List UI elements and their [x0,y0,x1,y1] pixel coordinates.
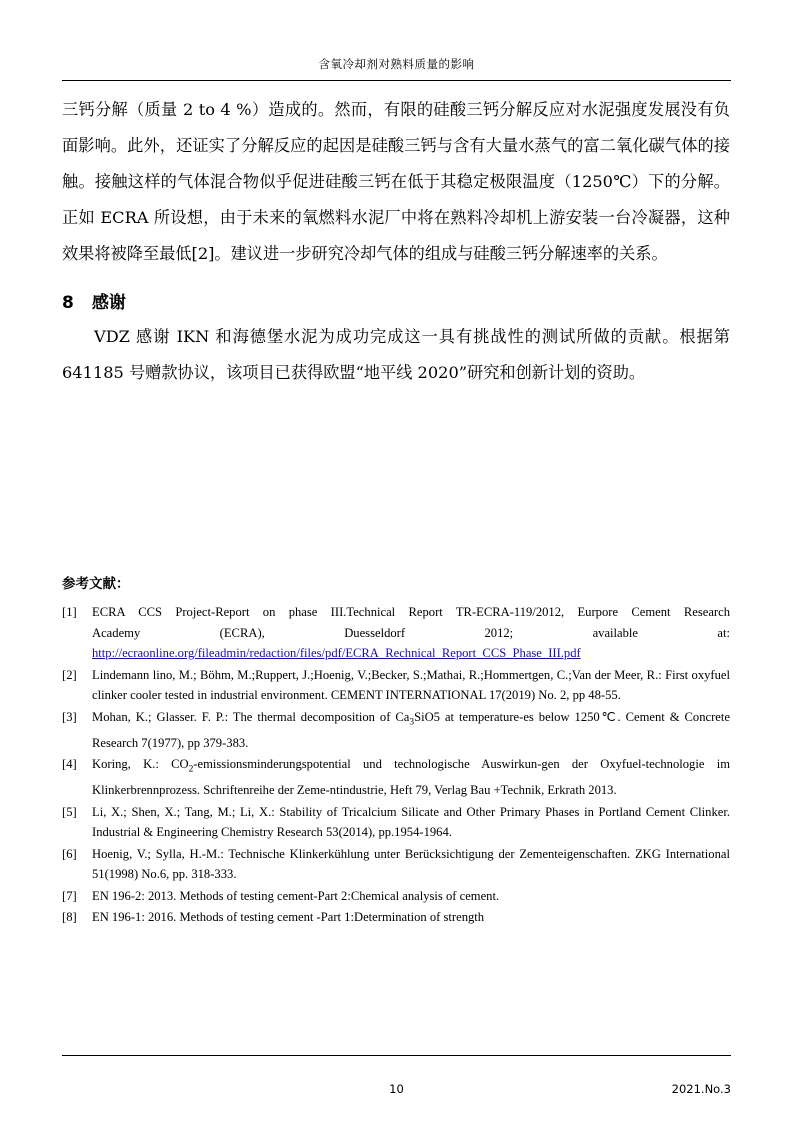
reference-text-post: -emissionsminderungspotential und technologische Auswirkun-gen der Oxyfuel-technologie im Klinkerbrennprozess. Schriftenreihe der Zeme-ntindustrie, Heft 79, Verlag Bau +Technik, Erkrath 2013. [92,757,730,798]
running-header: 含氧冷却剂对熟料质量的影响 [318,57,475,71]
reference-token: at: [717,625,731,640]
reference-text [92,754,730,801]
reference-item [62,907,730,928]
reference-number: [7] [62,888,77,903]
reference-number: [6] [62,846,77,861]
reference-number: [1] [62,605,77,619]
reference-number: [8] [62,910,77,925]
reference-text-pre: Koring, K.: CO [92,757,189,772]
reference-text: Hoenig, V.; Sylla, H.-M.: Technische Klinkerkühlung unter Berücksichtigung der Zementeigenschaften. ZKG International 51(1998) No.6, pp. 318-333. [92,846,730,882]
reference-item [62,602,730,664]
reference-token: available [592,625,639,640]
reference-text: Li, X.; Shen, X.; Tang, M.; Li, X.: Stability of Tricalcium Silicate and Other Primary Phases in Portland Cement Clinker. Industrial & Engineering Chemistry Research 53(2014), pp.1954-1964. [92,804,730,840]
reference-token: 2012; [484,625,514,640]
paragraph-continuation: 三钙分解（质量 2 to 4 %）造成的。然而，有限的硅酸三钙分解反应对水泥强度发展没有负面影响。此外，还证实了分解反应的起因是硅酸三钙与含有大量水蒸气的富二氧化碳气体的接触。接触这样的气体混合物似乎促进硅酸三钙在低于其稳定极限温度（1250℃）下的分解。正如 ECRA 所设想，由于未来的氧燃料水泥厂中将在熟料冷却机上游安装一台冷凝器，这种效果将被降至最低[2]。建议进一步研究冷却气体的组成与硅酸三钙分解速率的关系。 [62,100,730,263]
document-body [62,92,730,393]
reference-text [92,707,730,754]
reference-item [62,844,730,885]
reference-item [62,707,730,754]
footer-divider [62,1055,731,1056]
reference-item [62,754,730,801]
reference-subscript: 3 [409,717,415,728]
reference-line-2 [92,623,730,644]
reference-number: [3] [62,709,77,724]
section-number: 8 [62,293,74,313]
reference-text [92,602,730,664]
reference-line-1: ECRA CCS Project-Report on phase III.Technical Report TR-ECRA-119/2012, Eurpore Cement Research [92,605,730,619]
reference-item [62,886,730,907]
reference-number: [2] [62,667,77,682]
acknowledgement-paragraph: VDZ 感谢 IKN 和海德堡水泥为成功完成这一具有挑战性的测试所做的贡献。根据第 641185 号赠款协议，该项目已获得欧盟“地平线 2020”研究和创新计划的资助。 [62,327,730,382]
reference-item [62,802,730,843]
reference-text: Lindemann lino, M.; Böhm, M.;Ruppert, J.;Hoenig, V.;Becker, S.;Mathai, R.;Hommertgen, C.;Van der Meer, R.: First oxyfuel clinker cooler tested in industrial environment. CEMENT INTERNATIONAL 17(2019) No. 2, pp 48-55. [92,667,730,702]
reference-token: Academy [92,625,141,640]
section-heading [62,288,730,313]
reference-token: (ECRA), [219,625,265,640]
reference-text: EN 196-2: 2013. Methods of testing cement-Part 2:Chemical analysis of cement. [92,888,500,903]
reference-number: [4] [62,757,77,772]
reference-item [62,665,730,706]
reference-text: EN 196-1: 2016. Methods of testing cement -Part 1:Determination of strength [92,910,485,925]
references-title: 参考文献： [62,576,130,592]
reference-link[interactable]: http://ecraonline.org/fileadmin/redaction/files/pdf/ECRA_Rechnical_Report_CCS_Phase_III.pdf [92,646,581,660]
page-number: 10 [389,1082,404,1096]
section-title-text: 感谢 [91,293,126,313]
reference-token: Duesseldorf [344,625,406,640]
reference-text-post: SiO5 at temperature-es below 1250℃. Cement & Concrete Research 7(1977), pp 379-383. [92,709,730,750]
header-divider [62,80,731,81]
reference-text-pre: Mohan, K.; Glasser. F. P.: The thermal decomposition of Ca [92,709,410,724]
reference-number: [5] [62,804,77,819]
references-section [62,572,730,929]
reference-subscript: 2 [188,764,194,775]
issue-label: 2021.No.3 [671,1082,731,1096]
